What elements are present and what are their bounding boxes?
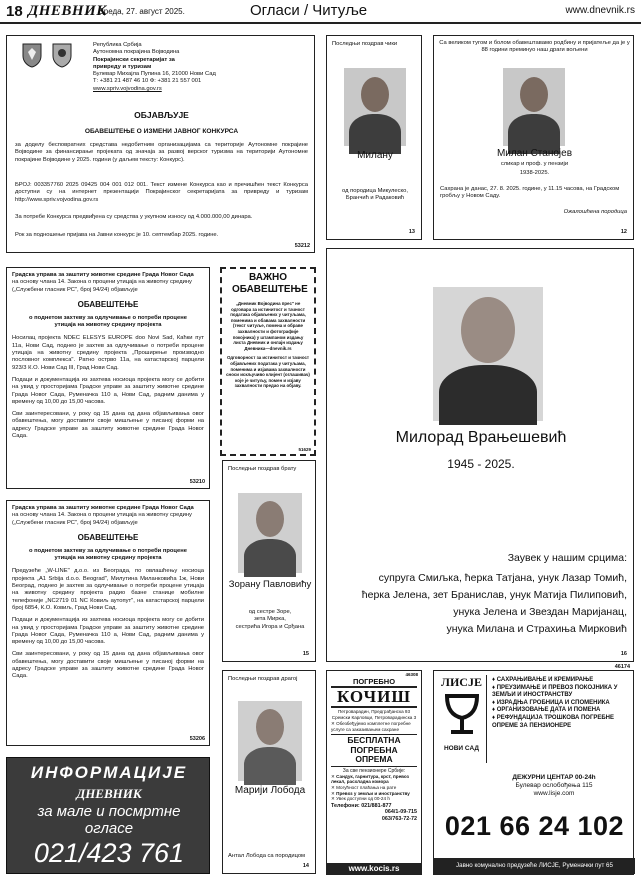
notice-paragraph: „Дневник Војводина прес" не одговара за истинитост и тачност података објављених у читуљама, поменима и обавама захвалности (текст читуље, помена и обраве захвалности и фотографије покојника) у штампаном издању листа Дневник и онлајн издању Дневника—dnevnik.rs (230, 301, 306, 351)
ad-intro: на основу члана 14. Закона о процени утицаја на животну средину („Службени гласник РС", број 94/24) објављује (12, 512, 192, 526)
ad-head: Градска управа за заштиту животне средине Града Новог Сада (12, 272, 194, 278)
obit-funeral: Сахрана је данас, 27. 8. 2025. године, у 11.15 часова, на Градском гробљу у Новом Саду. (440, 186, 620, 200)
org-line: Т: +381 21 487 46 10 Ф: +381 21 557 001 (93, 78, 202, 85)
deceased-photo (344, 68, 406, 146)
obit-years: 1945 - 2025. (447, 457, 515, 471)
family-list (327, 570, 627, 638)
cross-icon: ✕ (331, 773, 337, 779)
org-line: Покрајински секретаријат за (93, 56, 175, 63)
diamond-icon: ♦ (492, 677, 497, 683)
obit-from (227, 609, 313, 631)
ad-code: 51629 (298, 447, 311, 452)
org-line: Република Србија (93, 42, 142, 48)
obit-head: Последњи поздрав чики (332, 41, 398, 47)
kocis-logo: КОЧИШ (331, 686, 417, 708)
ad-code: 46174 (614, 664, 630, 670)
ad-paragraph: Подаци и документација из захтева носиоца пројекта могу се добити на увид у просторијама Градске управе за заштиту животне средине Града Новог Сада, Руменачка 110 а, Нови Сад, радним данима у времену од 10,00 до 15,00 часова. (12, 617, 204, 646)
ad-title: ОБЈАВЉУЈЕ (134, 110, 189, 120)
deceased-photo (238, 493, 302, 573)
kocis-top: ПОГРЕБНО (352, 677, 396, 686)
kocis-bullet: ✕ Обезбеђујемо комплетне погребне услуге са заказивањем сахране (331, 721, 411, 732)
obit-signed: Ожалошћена породица (563, 209, 627, 215)
ad-head: Градска управа за заштиту животне средине Града Новог Сада (12, 505, 194, 511)
ad-env-notice-1 (6, 267, 210, 489)
ad-paragraph: Предузеће „W-LINE" д.о.о. из Београда, по овлашћењу носиоца пројекта „A1 Srbija d.o.o. Beograd", Милутина Миланковића 1ж, Нови Београд, поднео је захтев за одлучивање о потреби процене утицаја на животну средину пројекта радио базне станице мобилне телефоније „NC2719 01 NC Ковиљ аутопут", на катастарској парцели број 6854, К.О. Ковиљ, Град Нови Сад. (12, 568, 204, 611)
ad-paragraph: БРОЈ: 003357760 2025 09425 004 001 012 001. Текст измене Конкурса као и пречишћен текст Конкурса доступни су на интернет презентацији Покрајинског секретаријата за привреду и туризам http://www.spriv.vojvodina.gov.rs (15, 182, 308, 203)
ad-code: 46308 (405, 672, 418, 677)
cross-icon: ✕ (331, 721, 337, 727)
ad-paragraph: Подаци и документација из захтева носиоца пројекта могу се добити на увид у просторијама Градске управе за заштиту животне средине Града Новог Сада, Руменачка 110 а, Нови Сад, радним данима у времену од 10,00 до 15,00 часова. (12, 376, 204, 405)
info-phone: 021/423 761 (33, 838, 185, 868)
notice-paragraph: Одговорност за истинитост и тачност објављених података у читуљама, поменима и изјавама захвалности сноси искључиво клијент (оглашивач) које је читуљу, помен и изјаву захвалности предао на објаву. (226, 355, 310, 389)
lisje-duty (484, 774, 624, 798)
ad-paragraph: Сви заинтересовани, у року од 15 дана од дана објављивања овог обавештења, могу доставити своје мишљење у писаној форми на адресу Градске управе за заштиту животне средине Града Новог Сада. (12, 651, 204, 680)
lisje-name: ЛИСЈЕ (441, 675, 482, 689)
ad-title: ОБАВЕШТЕЊЕ (77, 532, 139, 542)
duty-center: ДЕЖУРНИ ЦЕНТАР 00-24h (512, 774, 596, 781)
org-line: привреду и туризам (93, 63, 152, 70)
from-line: сестрића Игора и Срђана (235, 623, 305, 630)
info-line: огласе (84, 820, 134, 837)
info-logo: ДНЕВНИК (76, 786, 142, 801)
lisje-services (492, 677, 632, 730)
info-ad (6, 757, 210, 874)
lisje-city: НОВИ САД (443, 745, 480, 752)
service-item: ♦ ПРЕУЗИМАЊЕ И ПРЕВОЗ ПОКОЈНИКА У ЗЕМЉИ И ИНОСТРАНСТВУ (492, 684, 618, 699)
diamond-icon: ♦ (492, 714, 497, 721)
org-line: Булевар Михајла Пупина 16, 21000 Нови Сад (93, 71, 216, 78)
obit-name: Милану (357, 150, 393, 161)
obit-intro: Са великом тугом и болом обавештавамо родбину и пријатеље да је у 88 години преминуо наш драги вољени (439, 40, 630, 54)
lisje-logo (437, 675, 487, 763)
service-item: ♦ РЕФУНДАЦИЈА ТРОШКОВА ПОГРЕБНЕ ОПРЕМЕ ЗА ПЕНЗИОНЕРЕ (492, 714, 615, 729)
newspaper-logo: ДНЕВНИК (28, 3, 107, 19)
org-line: Аутономна покрајина Војводина (93, 49, 180, 56)
kocis-bullet: ✕ Могућност плаћања на рате (331, 785, 397, 791)
deceased-photo (238, 701, 302, 781)
family-line: унука Јелена и Звездан Маријанац, (453, 606, 627, 618)
obit-role: сликар и проф. у пензији (500, 161, 569, 167)
obit-head: Последњи поздрав драгој (228, 676, 298, 682)
info-title: ИНФОРМАЦИЈЕ (30, 763, 188, 782)
obit-number: 14 (302, 863, 309, 869)
obit-name: Милорад Врањешевић (395, 429, 567, 446)
ad-title: ОБАВЕШТЕЊЕ (77, 299, 139, 309)
deceased-photo (433, 287, 543, 421)
family-line: ћерка Јелена, зет Бранислав, унук Матија Пилиповић, (361, 589, 627, 601)
diamond-icon: ♦ (492, 707, 497, 714)
site-link[interactable]: www.dnevnik.rs (565, 5, 635, 16)
org-website[interactable]: www.spriv.vojvodina.gov.rs (93, 85, 162, 92)
obit-name: Зорану Павловићу (228, 579, 312, 590)
service-item: ♦ ИЗРАДЊА ГРОБНИЦА И СПОМЕНИКА (492, 699, 610, 706)
lisje-footer: Јавно комунално предузеће ЛИСЈЕ, Руменачки пут 65 (434, 858, 635, 874)
page-number: 18 (6, 3, 23, 20)
obituary-milan (326, 35, 422, 240)
ad-lisje (433, 664, 634, 875)
obit-memory: Заувек у нашим срцима: (507, 552, 627, 564)
cross-icon: ✕ (331, 790, 337, 796)
obit-name: Марији Лобода (234, 785, 306, 796)
ad-subtitle: о поднетом захтеву за одлучивање о потреби процене утицаја на животну средину пројекта (29, 547, 187, 562)
ad-subtitle: о поднетом захтеву за одлучивање о потреби процене утицаја на животну средину пројекта (29, 314, 187, 329)
ad-paragraph: Рок за подношење пријава на Јавни конкурс је 10. септембар 2025. године. (15, 232, 219, 238)
cross-icon: ✕ (331, 796, 337, 802)
from-line: од сестре Зоре, (248, 609, 292, 615)
obit-number: 13 (408, 229, 415, 235)
ad-paragraph: Сви заинтересовани, у року од 15 дана од дана објављивања овог обавештења, могу доставити своје мишљење у писаној форми на адресу Градске управе за заштиту животне средине Града Новог Сада. (12, 411, 204, 440)
kocis-bullet: ✕ Сандук, гарнитура, крст, превоз лекал, расхладна комора (331, 773, 409, 785)
kocis-bullet: ✕ Увек доступни од 00-24 h (331, 796, 390, 802)
ad-paragraph: Носилац пројекта NDEC ELESYS EUROPE doo Novi Sad, Каћки пут 11а, Нови Сад, поднео је захтев за одлучивање о потреби процене утицаја на животну средину пројекта „Проширење производно пословног комплекса". Ратно острво 11а, на катастарској парцели 923/3 К.О. Нови Сад III, Град Нови Сад. (12, 335, 204, 371)
from-line: зета Мирка, (254, 616, 286, 623)
ad-env-notice-2 (6, 500, 210, 746)
ad-subtitle: ОБАВЕШТЕЊЕ О ИЗМЕНИ ЈАВНОГ КОНКУРСА (84, 128, 239, 135)
obit-number: 16 (620, 651, 627, 657)
kocis-website[interactable]: www.kocis.rs (327, 863, 421, 874)
ad-competition-change (6, 35, 315, 253)
service-item: ♦ ОРГАНИЗОВАЊЕ ДАТА И ПОМЕНА (492, 707, 601, 714)
obituary-milan-stanojev (433, 35, 634, 240)
ad-intro: на основу члана 14. Закона о процени утицаја на животну средину („Службени гласник РС", број 94/24) објављује (12, 279, 192, 293)
kocis-big: БЕСПЛАТНА ПОГРЕБНА ОПРЕМА (331, 734, 417, 767)
page-header (0, 0, 641, 24)
chalice-icon (442, 693, 482, 737)
kocis-phones: Телефони: 021/881-877 064/1-09-715 063/763-72-72 (331, 802, 417, 822)
lisje-website[interactable]: www.lisje.com (533, 790, 575, 797)
obituary-milorad (326, 248, 634, 662)
obit-name: Милан Станојев (496, 148, 573, 159)
obit-from: Антал Лобода са породицом (228, 853, 306, 859)
kocis-pensioners: За све пензионере Србије: (342, 767, 406, 774)
ad-code: 53206 (189, 736, 205, 742)
obituary-zoran (222, 460, 316, 662)
obituary-marija (222, 670, 316, 874)
vojvodina-emblem-icon (51, 42, 73, 68)
obit-head: Последњи поздрав брату (228, 466, 297, 472)
diamond-icon: ♦ (492, 684, 497, 691)
info-line: за мале и посмртне (37, 803, 181, 820)
ad-paragraph: За потребе Конкурса предвиђена су средства у укупном износу од 4.000.000,00 динара. (15, 214, 253, 220)
issue-date: Среда, 27. август 2025. (98, 7, 185, 16)
ad-paragraph: за доделу бесповратних средстава недобитним организацијама са територије Аутономне покрајине Војводине за финансирање пројеката од значаја за развој верског туризма на територији Аутономне покрајине Војводине у 2025. години (у даљем тексту: Конкурс). (15, 142, 308, 163)
family-line: супруга Смиљка, ћерка Татјана, унук Лазар Томић, (378, 572, 627, 584)
obit-from: од породица Микулеско, Бранчић и Радаковић (342, 188, 408, 202)
kocis-address: Петроварадин, Предграђанска 93 Сремски Карловци, Петроварадинска 3 (331, 709, 417, 720)
lisje-address: Булевар ослобођења 115 (515, 782, 593, 789)
lisje-phone[interactable]: 021 66 24 102 (444, 811, 625, 841)
org-block (93, 42, 303, 93)
deceased-photo (503, 68, 565, 146)
kocis-bullet: ✕ Превоз у земљи и иностранству (331, 790, 410, 796)
obit-number: 15 (302, 651, 309, 657)
obit-years: 1938-2025. (519, 170, 550, 176)
family-line: унука Милана и Страхиња Мирковић (446, 623, 627, 635)
ad-code: 53210 (189, 479, 205, 485)
important-notice (220, 267, 316, 456)
coat-of-arms-icon (21, 42, 43, 68)
ad-code: 53212 (294, 243, 310, 249)
cross-icon: ✕ (331, 785, 337, 791)
ad-kocis (326, 670, 422, 875)
service-item: ♦ САХРАЊИВАЊЕ И КРЕМИРАЊЕ (492, 677, 594, 683)
diamond-icon: ♦ (492, 699, 497, 706)
section-title: Огласи / Читуље (250, 2, 368, 19)
obit-number: 12 (620, 229, 627, 235)
notice-title: ВАЖНО ОБАВЕШТЕЊЕ (232, 272, 308, 295)
